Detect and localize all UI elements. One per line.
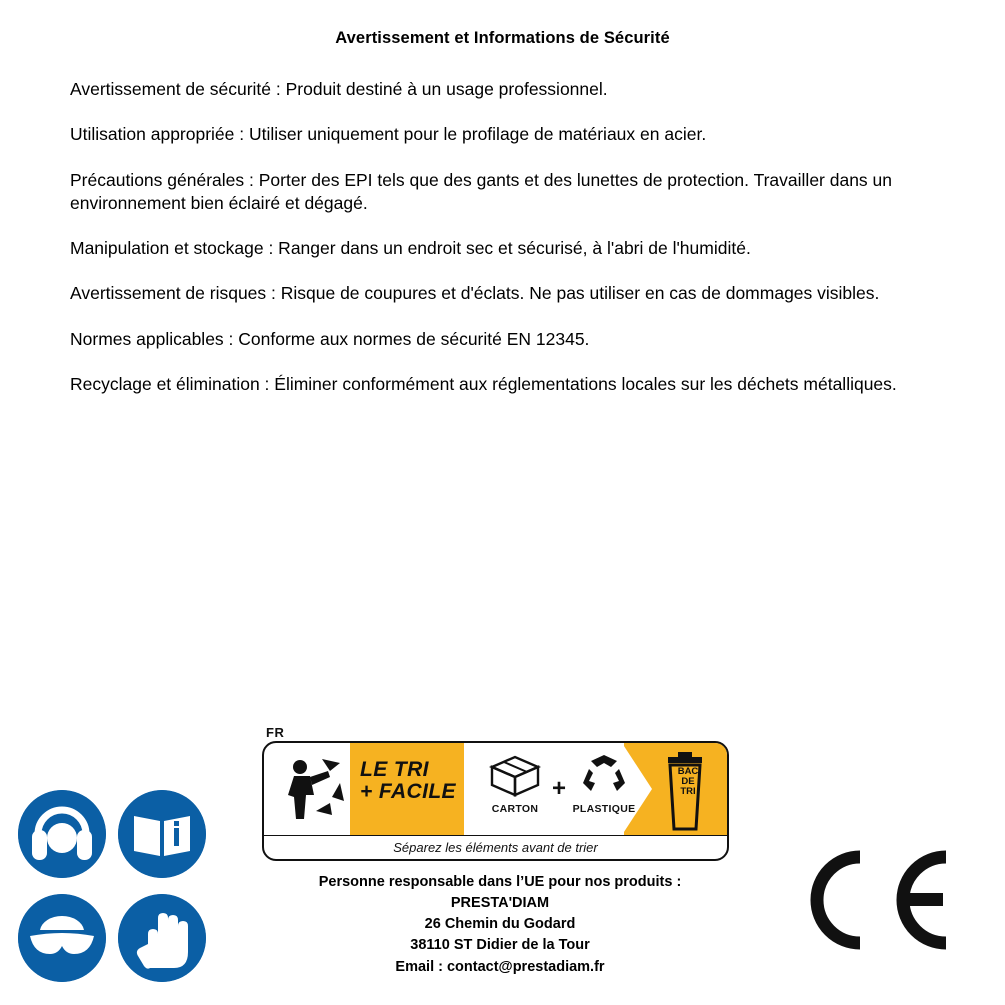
plastique-label: PLASTIQUE (572, 803, 636, 815)
carton-label: CARTON (491, 803, 539, 815)
eye-protection-icon (18, 894, 106, 982)
ear-protection-icon (18, 790, 106, 878)
safety-text-block (70, 78, 944, 396)
carton-icon (484, 751, 546, 797)
material-separator: + (552, 775, 567, 802)
triman-icon (270, 749, 348, 829)
page-title: Avertissement et Informations de Sécurité (335, 29, 670, 47)
language-tag: FR (266, 725, 285, 740)
responsible-person-heading: Personne responsable dans l’UE pour nos produits : (318, 874, 682, 890)
pictogram-group (18, 790, 228, 980)
company-city: 38110 ST Didier de la Tour (410, 937, 590, 954)
bin-label-line-1: BAC (677, 766, 699, 777)
company-email: Email : contact@prestadiam.fr (395, 958, 605, 975)
company-name: PRESTA'DIAM (450, 895, 550, 912)
recycling-label (262, 725, 727, 860)
bin-label-line-3: TRI (680, 785, 696, 797)
paragraph-standards: Normes applicables : Conforme aux normes de sécurité EN 12345. (70, 328, 590, 349)
paragraph-recycling: Recyclage et élimination : Éliminer conformément aux réglementations locales sur les déchets métalliques. (70, 373, 897, 394)
plastique-icon (573, 751, 635, 797)
slogan (360, 759, 464, 803)
paragraph-safety-warning: Avertissement de sécurité : Produit destiné à un usage professionnel. (70, 79, 608, 99)
paragraph-hazard-warning: Avertissement de risques : Risque de coupures et d'éclats. Ne pas utiliser en cas de dommages visibles. (70, 283, 880, 304)
bin-label-line-2: DE (681, 775, 695, 787)
responsible-person-block (200, 872, 800, 978)
slogan-line-1: LE TRI (360, 758, 429, 781)
recycling-label-footer: Séparez les éléments avant de trier (264, 835, 727, 860)
paragraph-intended-use: Utilisation appropriée : Utiliser uniquement pour le profilage de matériaux en acier. (70, 124, 707, 145)
read-manual-icon (118, 790, 206, 878)
paragraph-general-precautions: Précautions générales : Porter des EPI tels que des gants et des lunettes de protection. Travailler dans un environnement bien éclairé et dégagé. (70, 169, 893, 213)
hand-protection-icon (118, 894, 206, 982)
plastique-material (564, 751, 644, 815)
company-street: 26 Chemin du Godard (424, 916, 576, 933)
recycling-label-box (262, 741, 729, 861)
slogan-line-2: + FACILE (360, 780, 456, 804)
carton-material (476, 751, 554, 815)
bin-label (668, 767, 708, 797)
paragraph-handling-storage: Manipulation et stockage : Ranger dans un endroit sec et sécurisé, à l'abri de l'humidité. (70, 238, 751, 259)
ce-marking-icon (800, 845, 950, 955)
